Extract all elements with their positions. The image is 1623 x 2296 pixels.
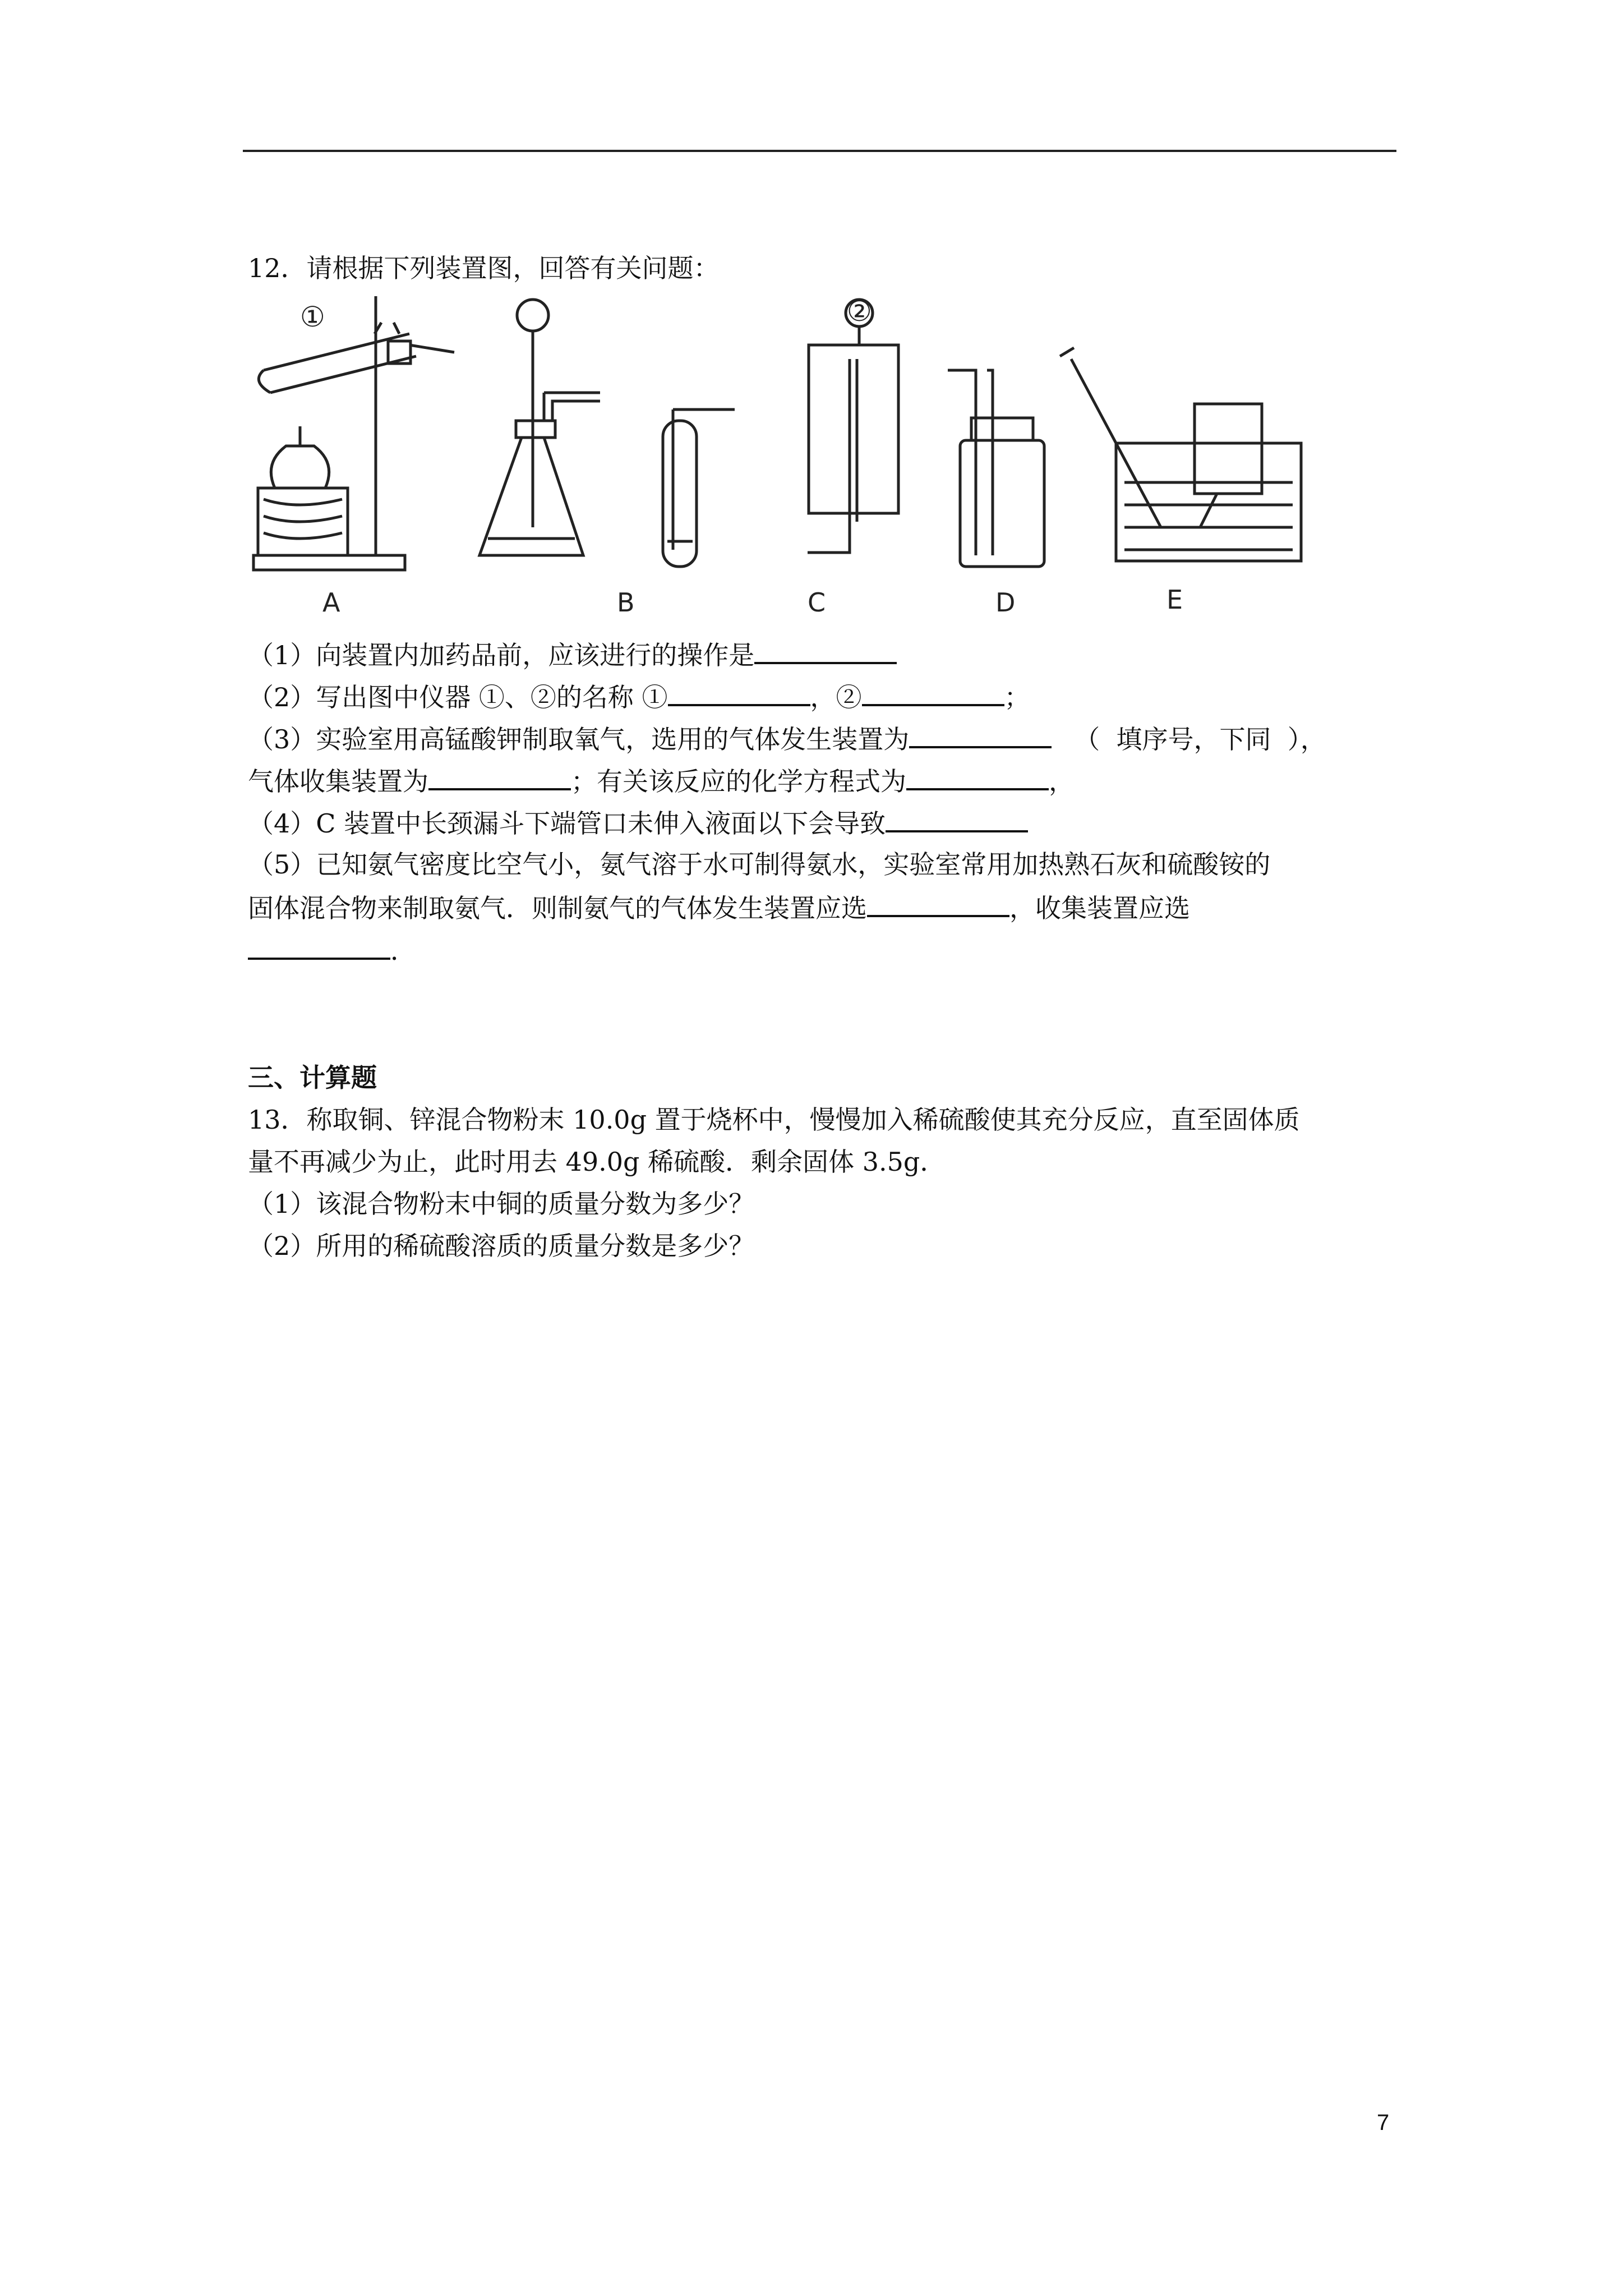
answer-blank[interactable] [248,933,390,960]
figure-label-c: C [808,587,826,617]
answer-blank[interactable] [428,763,571,790]
q12-part1 [248,637,897,672]
apparatus-figure [241,292,1307,617]
q12-part2-text-a: （2）写出图中仪器 ①、②的名称 ① [248,682,668,712]
q12-part3-text-a: （3）实验室用高锰酸钾制取氧气，选用的气体发生装置为 [248,724,910,754]
q12-part1-text: （1）向装置内加药品前，应该进行的操作是 [248,640,755,670]
q12-part3-text-b: （ 填序号，下同 ）， [1074,724,1326,754]
apparatus-d [948,370,1044,567]
question-12-title: 12．请根据下列装置图，回答有关问题： [248,253,720,283]
answer-blank[interactable] [909,721,1052,748]
q12-part2-text-c: ； [1004,682,1030,712]
q12-part3-text-e: ， [1049,766,1075,797]
question-13-line1: 13．称取铜、锌混合物粉末 10.0g 置于烧杯中，慢慢加入稀硫酸使其充分反应，直至固体质 [248,1105,1300,1135]
q12-part3-line1 [248,721,1326,756]
marker-2: ② [847,295,872,328]
question-13-line2: 量不再减少为止，此时用去 49.0g 稀硫酸．剩余固体 3.5g． [248,1147,946,1177]
apparatus-a [253,296,454,570]
marker-1: ① [300,301,325,333]
q12-part2 [248,679,1030,714]
q12-part5-line2 [248,890,1190,925]
apparatus-c [663,409,735,567]
q12-part5-text-b: 固体混合物来制取氨气．则制氨气的气体发生装置应选 [248,893,867,923]
question-13-part2: （2）所用的稀硫酸溶质的质量分数是多少？ [248,1231,755,1261]
apparatus-e [1060,348,1301,561]
answer-blank[interactable] [754,637,897,664]
figure-label-a: A [322,587,340,617]
q12-part5-line1: （5）已知氨气密度比空气小，氨气溶于水可制得氨水，实验室常用加热熟石灰和硫酸铵的 [248,849,1271,880]
apparatus-c2 [808,300,898,553]
q12-part4-text: （4）C 装置中长颈漏斗下端管口未伸入液面以下会导致 [248,808,886,839]
section-3-heading: 三、计算题 [248,1062,377,1093]
q12-part3-text-d: ；有关该反应的化学方程式为 [571,766,906,797]
q12-part3-line2 [248,763,1075,798]
q12-part3-text-c: 气体收集装置为 [248,766,428,797]
q12-part4 [248,806,1028,840]
header-rule [243,150,1396,152]
answer-blank[interactable] [862,679,1004,706]
q12-part5-line3 [248,933,416,968]
answer-blank[interactable] [668,679,810,706]
apparatus-b [479,300,600,555]
figure-label-d: D [995,587,1016,617]
page-number: 7 [1377,2110,1390,2135]
q12-part5-text-c: ，收集装置应选 [1009,893,1190,923]
q12-part5-text-d: ． [390,936,416,966]
q12-part2-text-b: ，② [810,682,862,712]
figure-label-b: B [617,587,635,617]
question-13-part1: （1）该混合物粉末中铜的质量分数为多少？ [248,1189,755,1219]
answer-blank[interactable] [906,763,1049,790]
figure-label-e: E [1166,585,1183,615]
answer-blank[interactable] [867,890,1009,917]
answer-blank[interactable] [886,806,1028,832]
